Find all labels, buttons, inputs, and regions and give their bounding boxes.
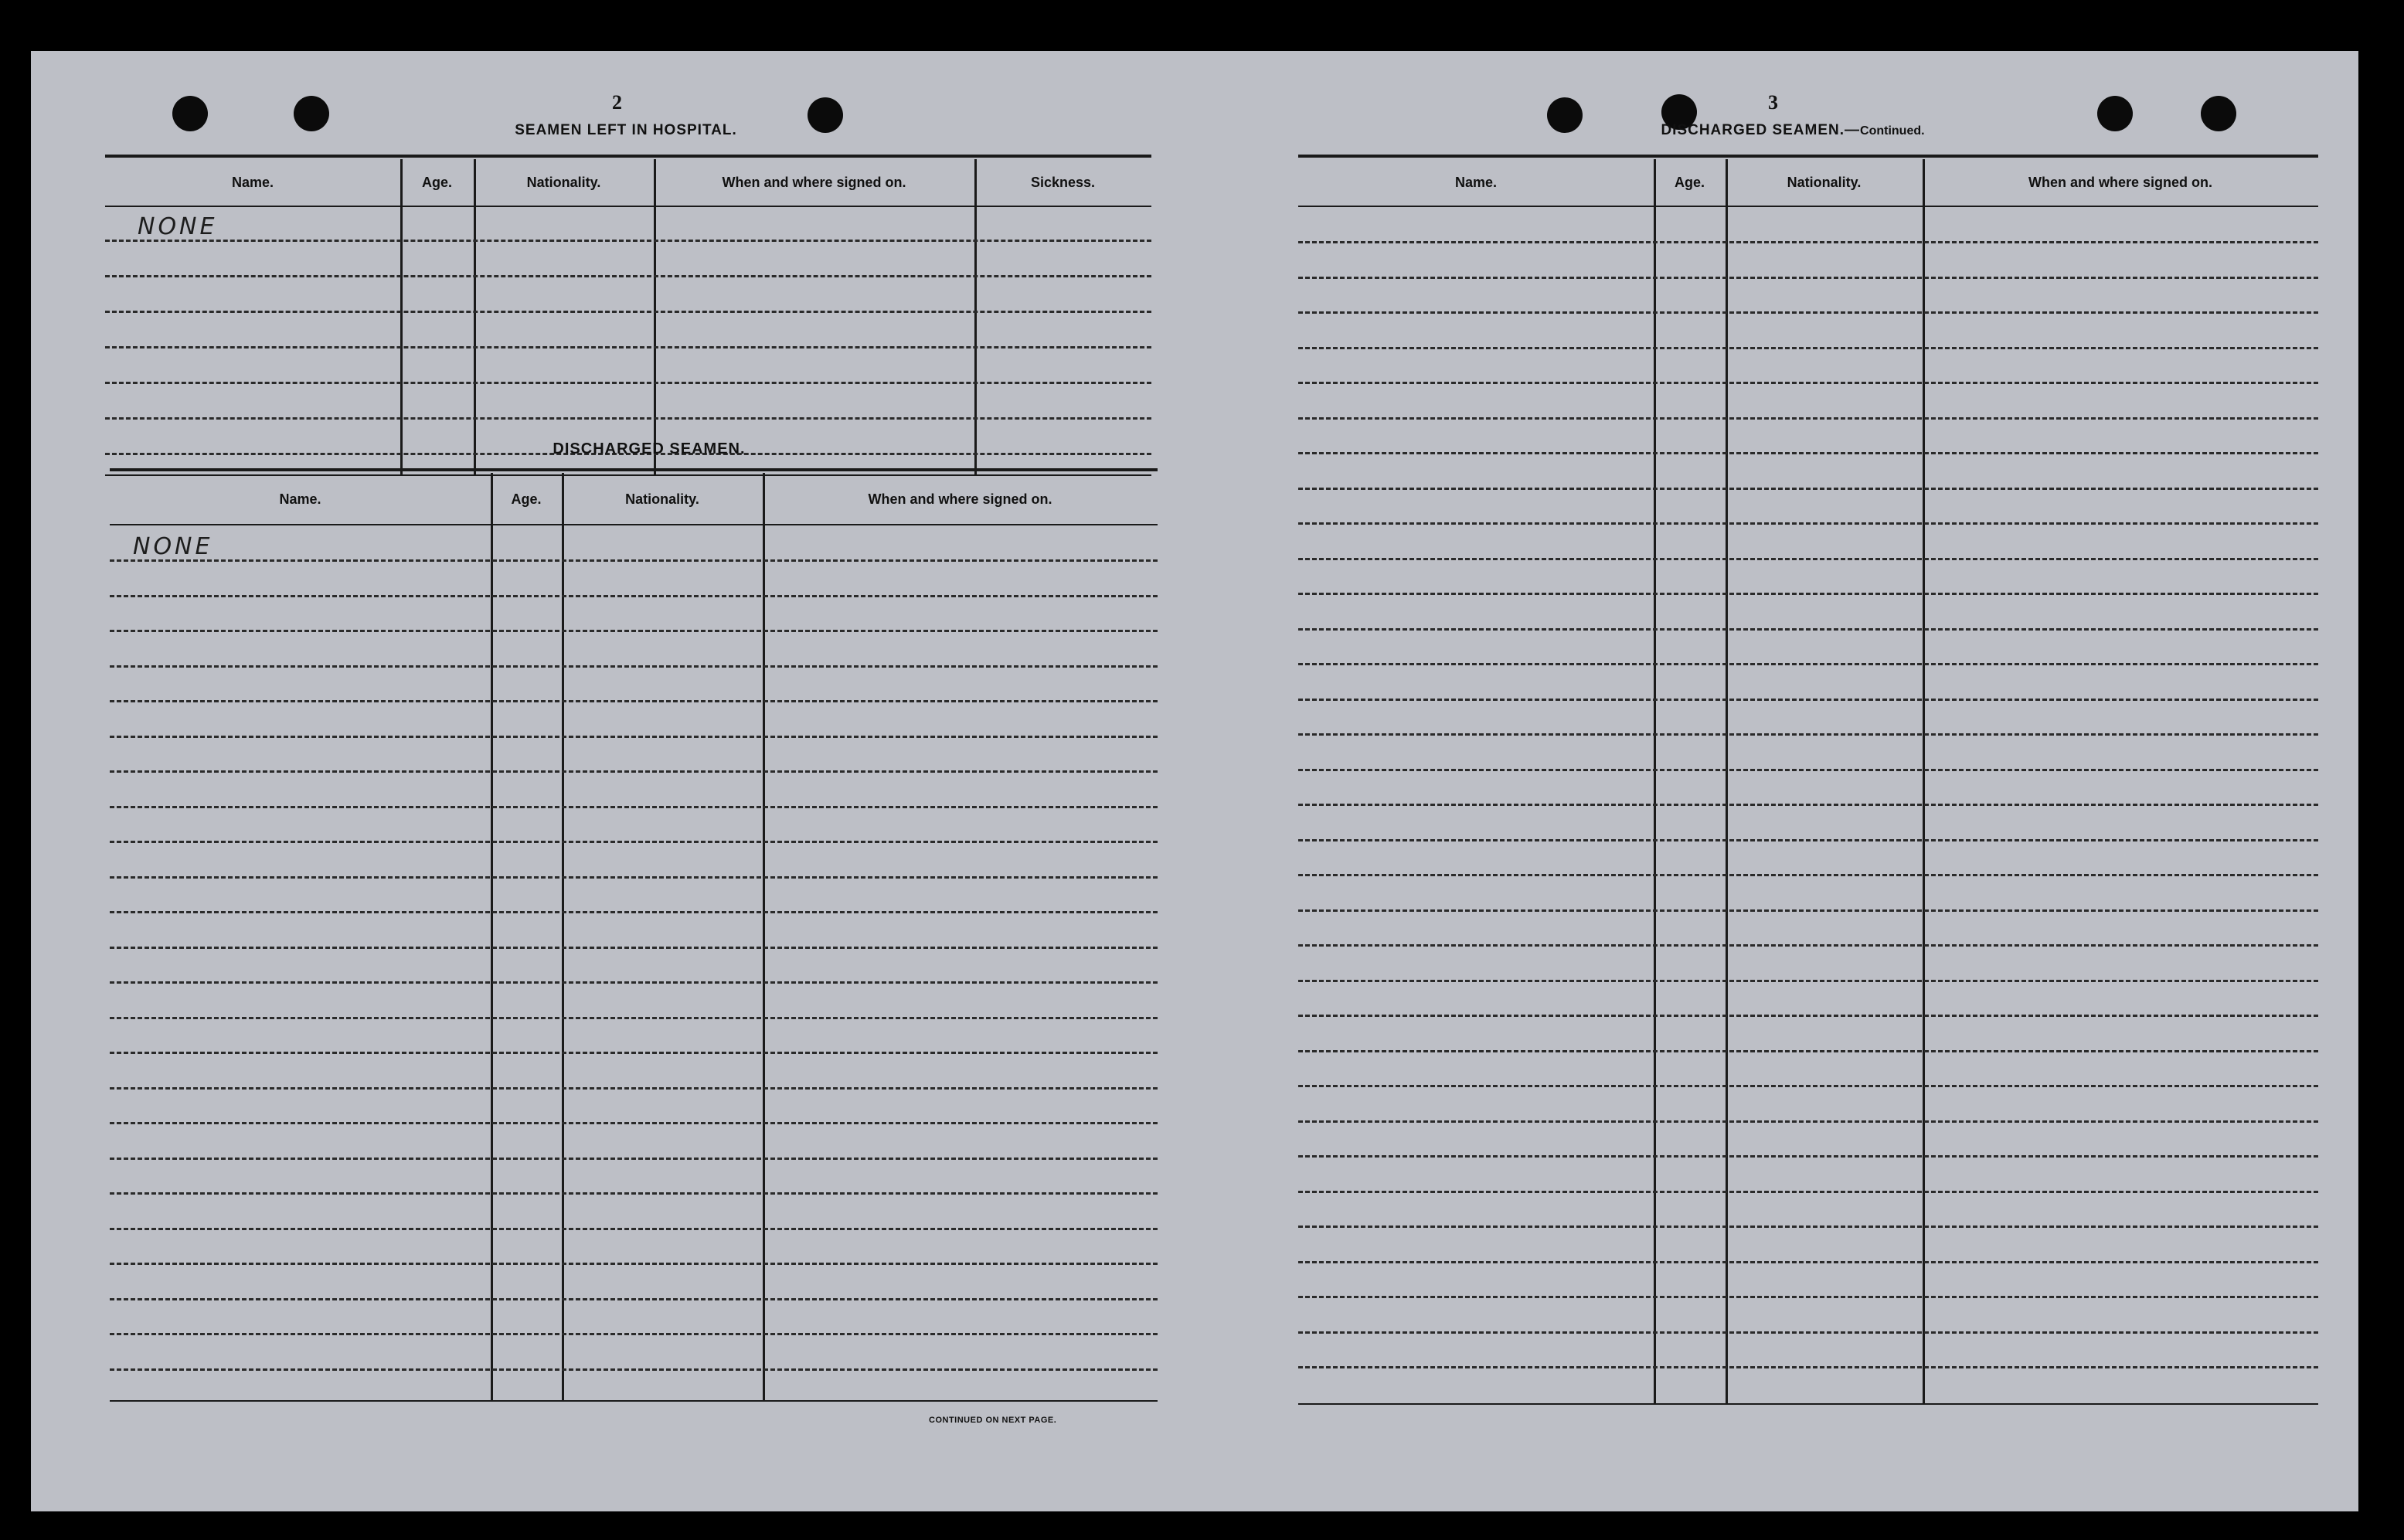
punch-hole <box>1547 97 1583 133</box>
entry-row-line <box>110 1052 1158 1054</box>
entry-row-line <box>110 1333 1158 1335</box>
column-divider <box>400 159 403 474</box>
entry-row-line <box>1298 839 2318 841</box>
header-bottom-rule <box>110 524 1158 525</box>
page-title <box>1600 122 1986 139</box>
entry-row-line <box>110 876 1158 879</box>
right-page <box>1198 51 2358 1511</box>
table-top-rule <box>105 155 1151 158</box>
column-header-age: Age. <box>511 491 542 507</box>
discharged-continued-table <box>1298 155 2318 1408</box>
table-top-rule <box>110 468 1158 471</box>
header-bottom-rule <box>1298 206 2318 207</box>
entry-row-line <box>1298 1226 2318 1228</box>
entry-row-line <box>1298 769 2318 771</box>
section-title: DISCHARGED SEAMEN. <box>553 440 746 457</box>
entry-row-line <box>105 240 1151 242</box>
punch-hole <box>294 96 329 131</box>
left-page <box>31 51 1198 1511</box>
entry-row-line <box>1298 628 2318 631</box>
column-header-sickness: Sickness. <box>1030 175 1096 190</box>
column-divider <box>654 159 656 474</box>
column-header-name: Name. <box>231 175 274 190</box>
entry-row-line <box>110 736 1158 738</box>
column-header-signed-on: When and where signed on. <box>722 175 906 190</box>
entry-row-line <box>105 382 1151 384</box>
entry-row-line <box>1298 558 2318 560</box>
entry-row-line <box>105 275 1151 277</box>
entry-row-line <box>1298 488 2318 490</box>
entry-row-line <box>1298 1085 2318 1087</box>
column-header-signed-on: When and where signed on. <box>2028 175 2213 190</box>
entry-row-line <box>110 559 1158 562</box>
entry-row-line <box>1298 1296 2318 1298</box>
entry-row-line <box>1298 1155 2318 1158</box>
page-title: SEAMEN LEFT IN HOSPITAL. <box>515 122 737 138</box>
entry-row-line <box>1298 417 2318 420</box>
scanned-document <box>31 51 2358 1511</box>
table-bottom-rule <box>1298 1403 2318 1405</box>
entry-row-line <box>1298 382 2318 384</box>
entry-row-line <box>1298 311 2318 314</box>
table-bottom-rule <box>110 1400 1158 1402</box>
column-header-nationality: Nationality. <box>526 175 601 190</box>
entry-row-line <box>110 947 1158 949</box>
table-top-rule <box>1298 155 2318 158</box>
entry-row-line <box>1298 733 2318 736</box>
entry-row-line <box>110 1263 1158 1265</box>
entry-row-line <box>110 1158 1158 1160</box>
entry-row-line <box>1298 1050 2318 1052</box>
entry-row-line <box>1298 1015 2318 1017</box>
entry-row-line <box>110 700 1158 702</box>
page-title-main: DISCHARGED SEAMEN.— <box>1661 122 1861 138</box>
column-divider <box>974 159 977 474</box>
hospital-table <box>105 155 1151 478</box>
punch-hole <box>808 97 843 133</box>
entry-row-line <box>110 1368 1158 1371</box>
entry-row-line <box>105 311 1151 313</box>
entry-row-line <box>105 417 1151 420</box>
entry-row-line <box>110 1122 1158 1124</box>
entry-row-line <box>110 1228 1158 1230</box>
entry-row-line <box>110 1087 1158 1090</box>
punch-hole <box>2097 96 2133 131</box>
entry-row-line <box>110 770 1158 773</box>
column-header-name: Name. <box>1454 175 1498 190</box>
entry-row-line <box>1298 522 2318 525</box>
entry-row-line <box>110 1298 1158 1300</box>
entry-row-line <box>110 911 1158 913</box>
entry-row-line <box>1298 804 2318 806</box>
entry-row-line <box>1298 241 2318 243</box>
entry-row-line <box>110 1192 1158 1195</box>
entry-row-line <box>110 630 1158 632</box>
punch-hole <box>2201 96 2236 131</box>
entry-row-line <box>1298 1191 2318 1193</box>
entry-row-line <box>110 806 1158 808</box>
entry-row-line <box>110 981 1158 984</box>
column-header-nationality: Nationality. <box>1787 175 1862 190</box>
entry-row-line <box>110 595 1158 597</box>
footer-note: CONTINUED ON NEXT PAGE. <box>929 1416 1057 1425</box>
entry-row-line <box>1298 452 2318 454</box>
entry-row-line <box>1298 1331 2318 1334</box>
handwritten-entry: NONE <box>138 213 218 240</box>
page-title-suffix: Continued. <box>1860 124 1925 138</box>
header-bottom-rule <box>105 206 1151 207</box>
punch-hole <box>172 96 208 131</box>
entry-row-line <box>1298 593 2318 595</box>
page-number: 2 <box>612 91 622 114</box>
column-header-name: Name. <box>279 491 321 507</box>
entry-row-line <box>1298 1120 2318 1123</box>
handwritten-entry: NONE <box>133 533 213 560</box>
entry-row-line <box>1298 909 2318 912</box>
column-divider <box>474 159 476 474</box>
entry-row-line <box>1298 663 2318 665</box>
entry-row-line <box>1298 1261 2318 1263</box>
column-header-nationality: Nationality. <box>625 491 699 507</box>
entry-row-line <box>1298 277 2318 279</box>
column-header-age: Age. <box>421 175 452 190</box>
entry-row-line <box>1298 874 2318 876</box>
entry-row-line <box>1298 1366 2318 1368</box>
entry-row-line <box>1298 980 2318 982</box>
entry-row-line <box>105 346 1151 348</box>
column-header-signed-on: When and where signed on. <box>868 491 1052 507</box>
entry-row-line <box>1298 699 2318 701</box>
entry-row-line <box>110 665 1158 668</box>
entry-row-line <box>1298 944 2318 947</box>
entry-row-line <box>110 841 1158 843</box>
column-header-age: Age. <box>1674 175 1705 190</box>
page-number: 3 <box>1768 91 1778 114</box>
discharged-table <box>110 468 1158 1408</box>
entry-row-line <box>1298 347 2318 349</box>
entry-row-line <box>110 1017 1158 1019</box>
